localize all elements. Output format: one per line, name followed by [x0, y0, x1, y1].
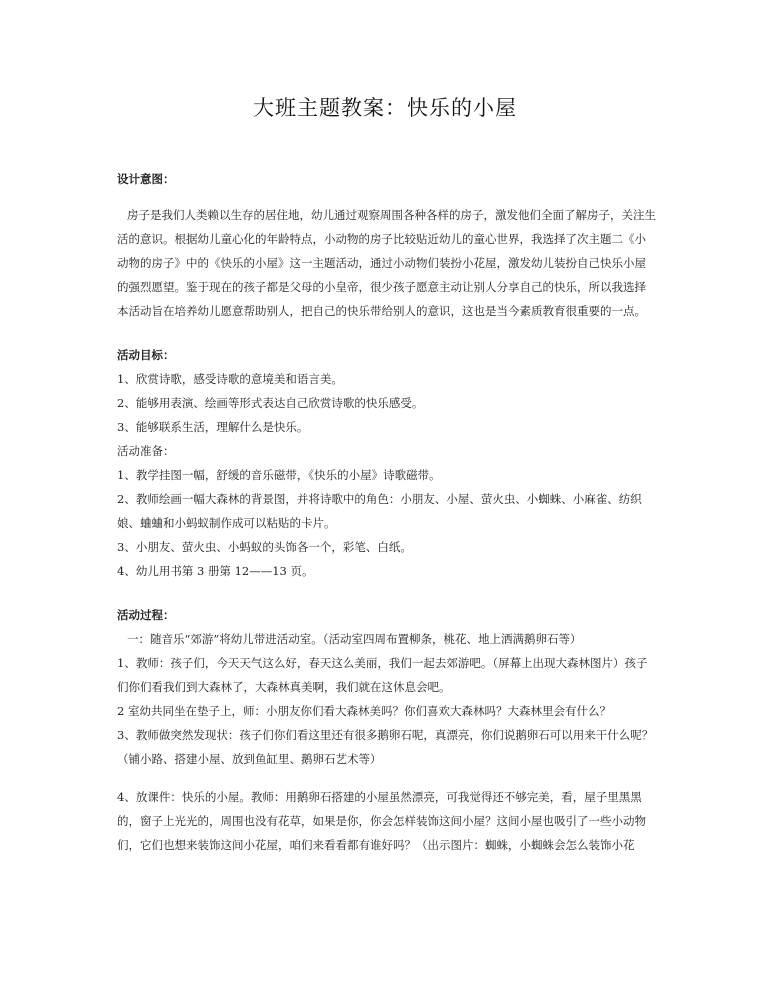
prep-item: 3、小朋友、萤火虫、小蚂蚁的头饰各一个，彩笔、白纸。: [117, 540, 412, 554]
document-body: [117, 167, 657, 857]
section-heading-goals: 活动目标：: [117, 348, 175, 362]
goal-item: 1、欣赏诗歌，感受诗歌的意境美和语言美。: [117, 372, 343, 386]
process-step: 4、放课件：快乐的小屋。教师：用鹅卵石搭建的小屋虽然漂亮，可我觉得还不够完美，看，屋子里黑黑的，窗子上光光的，周围也没有花草，如果是你，你会怎样装饰这间小屋？这间小屋也吸引了一些小动物们，它们也想来装饰这间小花屋，咱们来看看都有谁好吗？（出示图片：蜘蛛，小蜘蛛会怎么装饰小花: [117, 790, 646, 852]
prep-item: 1、教学挂图一幅，舒缓的音乐磁带，《快乐的小屋》诗歌磁带。: [117, 468, 441, 482]
document-title: 大班主题教案：快乐的小屋: [253, 96, 517, 120]
section-heading-prep: 活动准备：: [117, 444, 175, 458]
process-step: 2 室幼共同坐在垫子上，师：小朋友你们看大森林美吗？你们喜欢大森林吗？大森林里会有什么？: [117, 704, 611, 718]
process-step: 3、教师做突然发现状：孩子们你们看这里还有很多鹅卵石呢，真漂亮，你们说鹅卵石可以用来干什么呢？（铺小路、搭建小屋、放到鱼缸里、鹅卵石艺术等）: [117, 728, 654, 766]
goal-item: 3、能够联系生活，理解什么是快乐。: [117, 420, 309, 434]
prep-item: 4、幼儿用书第 3 册第 12——13 页。: [117, 564, 314, 578]
section-heading-design: 设计意图：: [117, 172, 175, 186]
section-heading-process: 活动过程：: [117, 608, 175, 622]
goal-item: 2、能够用表演、绘画等形式表达自己欣赏诗歌的快乐感受。: [117, 396, 424, 410]
process-step: 1、教师：孩子们，今天天气这么好，春天这么美丽，我们一起去郊游吧。（屏幕上出现大森林图片）孩子们你们看我们到大森林了，大森林真美啊，我们就在这休息会吧。: [117, 656, 648, 694]
prep-item: 2、教师绘画一幅大森林的背景图，并将诗歌中的角色：小朋友、小屋、萤火虫、小蜘蛛、小麻雀、纺织娘、蛐蛐和小蚂蚁制作成可以粘贴的卡片。: [117, 492, 642, 530]
process-intro: 一：随音乐“郊游”将幼儿带进活动室。（活动室四周布置柳条，桃花、地上洒满鹅卵石等）: [127, 632, 582, 646]
design-paragraph: 房子是我们人类赖以生存的居住地，幼儿通过观察周围各种各样的房子，激发他们全面了解房子，关注生活的意识。根据幼儿童心化的年龄特点，小动物的房子比较贴近幼儿的童心世界，我选择了次主题二《小动物的房子》中的《快乐的小屋》这一主题活动，通过小动物们装扮小花屋，激发幼儿装扮自己快乐小屋的强烈愿望。鉴于现在的孩子都是父母的小皇帝，很少孩子愿意主动让别人分享自己的快乐，所以我选择本活动旨在培养幼儿愿意帮助别人，把自己的快乐带给别人的意识，这也是当今素质教育很重要的一点。: [117, 208, 656, 318]
